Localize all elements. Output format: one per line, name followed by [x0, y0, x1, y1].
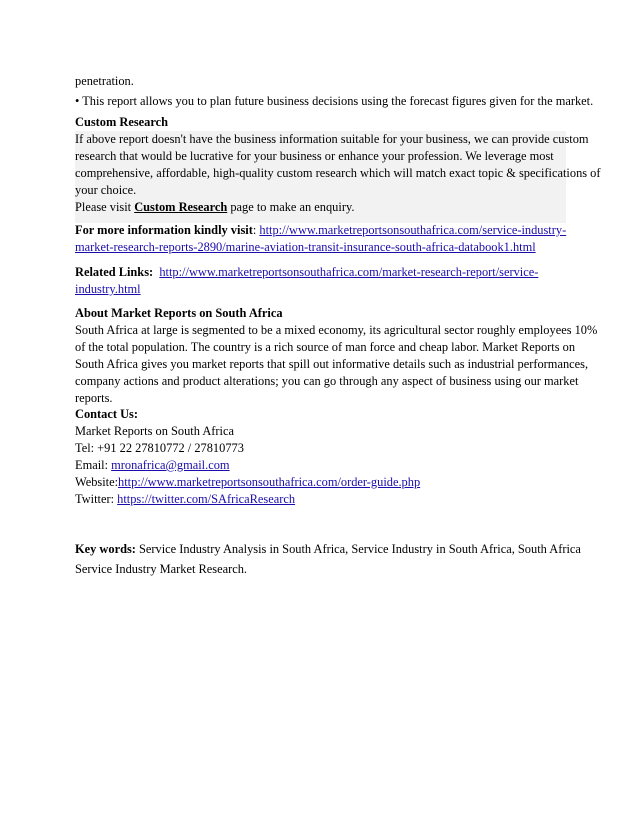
- about-line-3: South Africa gives you market reports that spill out informative details such as industrial performances,: [75, 357, 589, 371]
- related-links-section: [75, 264, 565, 298]
- more-info-section: [75, 222, 565, 256]
- contact-name: Market Reports on South Africa: [75, 424, 234, 438]
- about-line-5: reports.: [75, 391, 113, 405]
- custom-research-line-3: comprehensive, affordable, high-quality custom research which will match exact topic & specifications of: [75, 166, 601, 180]
- contact-section: [75, 406, 565, 491]
- more-info-line-2: [75, 239, 565, 256]
- related-url-part-1[interactable]: http://www.marketreportsonsouthafrica.com/market-research-report/service-: [159, 265, 539, 279]
- intro-line-1: penetration.: [75, 74, 134, 88]
- intro-line-2: • This report allows you to plan future business decisions using the forecast figures given for the market.: [75, 94, 594, 108]
- more-info-label: For more information kindly visit: [75, 223, 253, 237]
- about-line-4: company actions and product alterations; you can go through any aspect of business using our market: [75, 374, 579, 388]
- related-url-part-2[interactable]: industry.html: [75, 282, 141, 296]
- keywords-text-1: Service Industry Analysis in South Africa, Service Industry in South Africa, South Africa: [135, 542, 581, 556]
- custom-research-line-4: your choice.: [75, 183, 137, 197]
- email-link[interactable]: mronafrica@gmail.com: [111, 458, 230, 472]
- intro-section: [75, 73, 594, 110]
- related-line-2: [75, 281, 565, 298]
- custom-research-heading: Custom Research: [75, 115, 169, 129]
- more-info-line-1: [75, 222, 565, 239]
- related-line-1: [75, 264, 565, 281]
- visit-prefix: Please visit: [75, 200, 135, 214]
- custom-research-line-1: If above report doesn't have the business information suitable for your business, we can provide custom: [75, 132, 589, 146]
- more-info-colon: :: [252, 223, 260, 237]
- about-line-2: of the total population. The country is a rich source of man force and cheap labor. Market Reports on: [75, 340, 576, 354]
- contact-website-line: [75, 474, 565, 491]
- contact-tel: Tel: +91 22 27810772 / 27810773: [75, 441, 244, 455]
- twitter-line: [75, 491, 565, 508]
- custom-research-section: [75, 114, 601, 223]
- contact-heading: Contact Us:: [75, 407, 138, 421]
- about-line-1: South Africa at large is segmented to be a mixed economy, its agricultural sector roughly employees 10%: [75, 323, 598, 337]
- related-label: Related Links:: [75, 265, 154, 279]
- website-label: Website:: [75, 475, 119, 489]
- about-section: [75, 305, 598, 407]
- twitter-label: Twitter:: [75, 492, 118, 506]
- more-info-url-part-2[interactable]: market-research-reports-2890/marine-aviation-transit-insurance-south-africa-databook1.html: [75, 240, 536, 254]
- keywords-section: [75, 541, 581, 578]
- twitter-link[interactable]: https://twitter.com/SAfricaResearch: [117, 492, 296, 506]
- custom-research-line-2: research that would be lucrative for your business or enhance your profession. We leverage most: [75, 149, 554, 163]
- custom-research-visit-line: [75, 199, 566, 216]
- more-info-url-part-1[interactable]: http://www.marketreportsonsouthafrica.com/service-industry-: [259, 223, 567, 237]
- visit-suffix: page to make an enquiry.: [227, 200, 355, 214]
- website-link[interactable]: http://www.marketreportsonsouthafrica.com/order-guide.php: [118, 475, 421, 489]
- twitter-section: [75, 491, 565, 508]
- keywords-label: Key words:: [75, 542, 136, 556]
- email-label: Email:: [75, 458, 112, 472]
- custom-research-link[interactable]: Custom Research: [134, 200, 228, 214]
- custom-research-body: [75, 131, 601, 223]
- keywords-line-2: Service Industry Market Research.: [75, 562, 248, 576]
- about-heading: About Market Reports on South Africa: [75, 306, 283, 320]
- keywords-line-1: [75, 541, 581, 558]
- contact-email-line: [75, 457, 565, 474]
